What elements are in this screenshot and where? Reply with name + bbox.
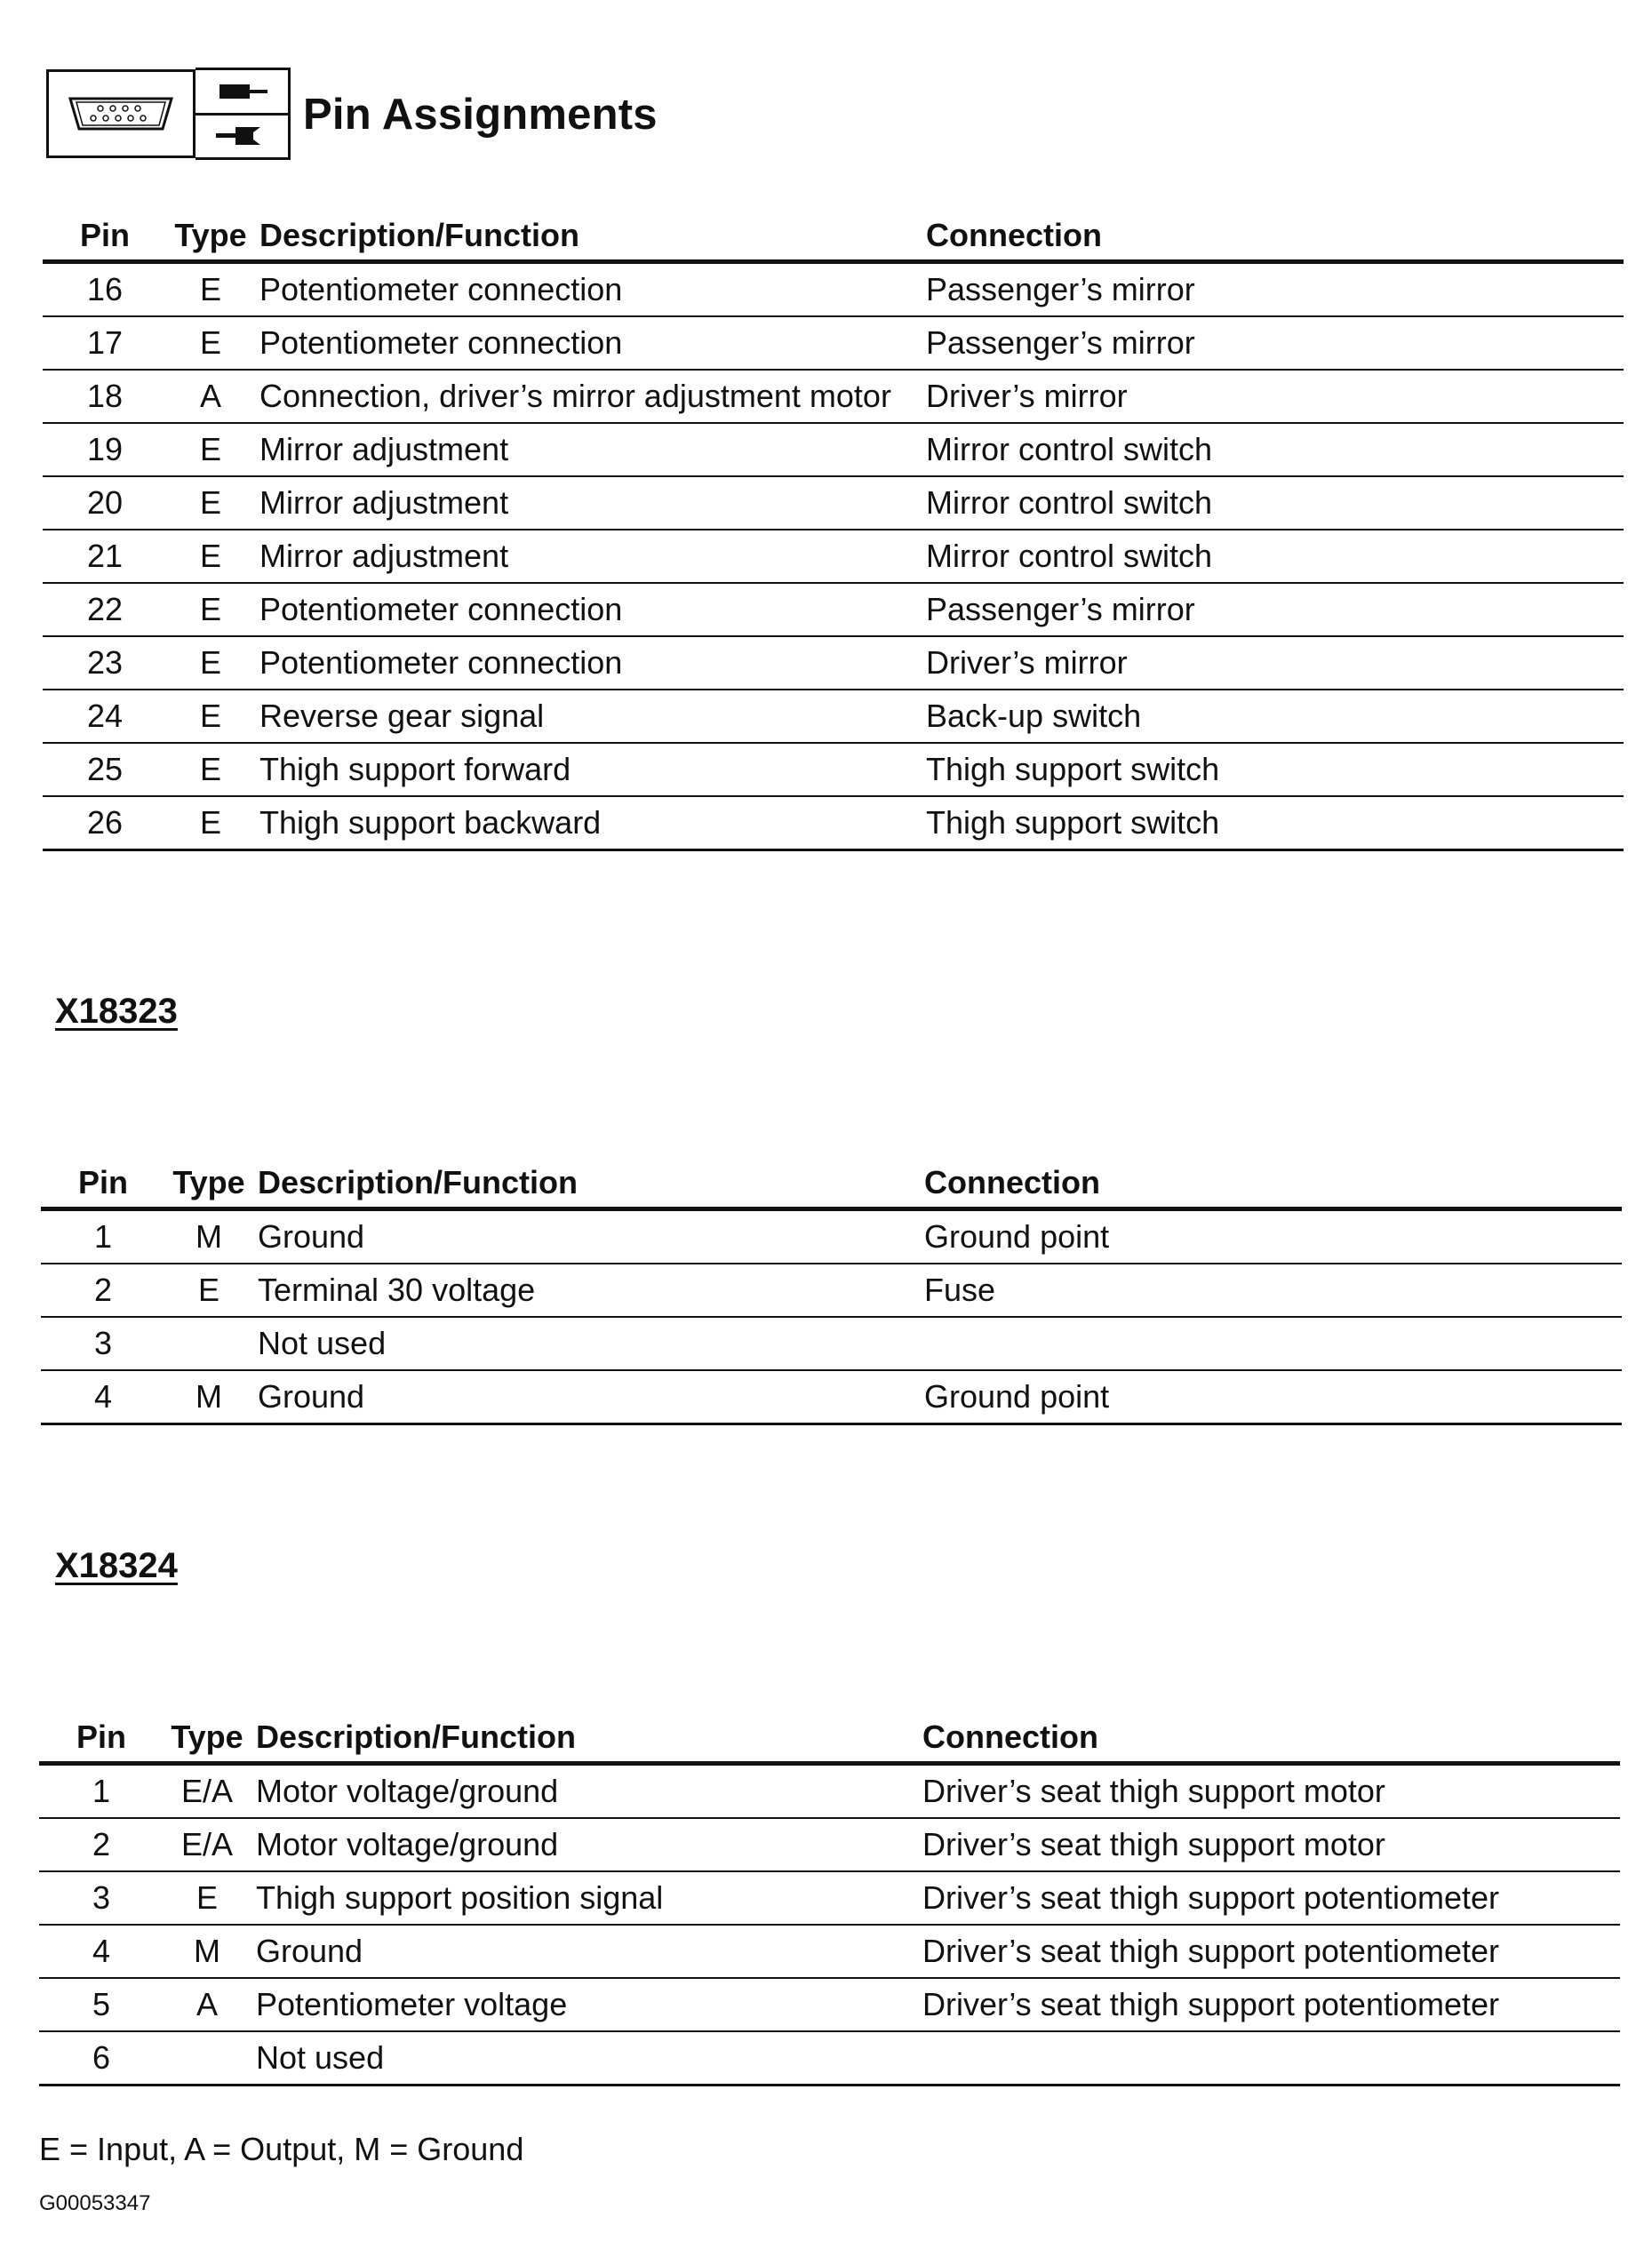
- connection-cell: Driver’s mirror: [922, 370, 1624, 423]
- type-cell: E: [167, 690, 254, 743]
- table-row: [43, 476, 1624, 530]
- description-cell: Potentiometer connection: [254, 583, 922, 636]
- table-row: [43, 316, 1624, 370]
- section-heading-x18323: X18323: [55, 992, 178, 1031]
- description-cell: Motor voltage/ground: [251, 1818, 919, 1871]
- pin-table-1: [43, 204, 1624, 851]
- connection-cell: Driver’s seat thigh support potentiometer: [919, 1871, 1620, 1925]
- pin-cell: 18: [43, 370, 167, 423]
- description-cell: Potentiometer voltage: [251, 1978, 919, 2031]
- description-cell: Mirror adjustment: [254, 476, 922, 530]
- table-row: [43, 423, 1624, 476]
- column-header-description: Description/Function: [254, 204, 922, 262]
- connection-cell: Driver’s seat thigh support potentiometer: [919, 1925, 1620, 1978]
- table-row: [43, 636, 1624, 690]
- description-cell: Potentiometer connection: [254, 316, 922, 370]
- column-header-type: Type: [165, 1152, 252, 1209]
- connection-cell: [921, 1317, 1622, 1370]
- table-row: [39, 1818, 1620, 1871]
- connection-cell: Ground point: [921, 1209, 1622, 1264]
- type-cell: E: [167, 262, 254, 317]
- description-cell: Connection, driver’s mirror adjustment motor: [254, 370, 922, 423]
- connection-cell: Driver’s seat thigh support potentiometer: [919, 1978, 1620, 2031]
- table-row: [43, 690, 1624, 743]
- description-cell: Not used: [252, 1317, 921, 1370]
- pin-cell: 25: [43, 743, 167, 796]
- connection-cell: Thigh support switch: [922, 796, 1624, 850]
- pin-cell: 5: [39, 1978, 164, 2031]
- type-cell: M: [164, 1925, 251, 1978]
- table-row: [43, 743, 1624, 796]
- pin-table-x18323: [41, 1152, 1622, 1425]
- pin-cell: 1: [41, 1209, 165, 1264]
- table-row: [41, 1317, 1622, 1370]
- table-row: [43, 370, 1624, 423]
- type-cell: E: [167, 530, 254, 583]
- connector-icon: [46, 69, 196, 158]
- description-cell: Potentiometer connection: [254, 636, 922, 690]
- pin-cell: 22: [43, 583, 167, 636]
- type-cell: [164, 2031, 251, 2086]
- connection-cell: Mirror control switch: [922, 476, 1624, 530]
- connection-cell: Mirror control switch: [922, 423, 1624, 476]
- pin-cell: 17: [43, 316, 167, 370]
- column-header-connection: Connection: [919, 1706, 1620, 1764]
- description-cell: Ground: [252, 1370, 921, 1424]
- table-row: [39, 2031, 1620, 2086]
- type-cell: A: [167, 370, 254, 423]
- type-cell: E: [167, 316, 254, 370]
- pin-cell: 26: [43, 796, 167, 850]
- connection-cell: Fuse: [921, 1264, 1622, 1317]
- type-cell: E/A: [164, 1764, 251, 1819]
- connection-cell: Passenger’s mirror: [922, 316, 1624, 370]
- pin-cell: 2: [39, 1818, 164, 1871]
- pin-cell: 3: [39, 1871, 164, 1925]
- description-cell: Thigh support position signal: [251, 1871, 919, 1925]
- pin-cell: 23: [43, 636, 167, 690]
- table-row: [41, 1209, 1622, 1264]
- table-row: [43, 583, 1624, 636]
- type-cell: E: [167, 743, 254, 796]
- type-cell: E: [167, 476, 254, 530]
- table-row: [41, 1370, 1622, 1424]
- type-cell: M: [165, 1370, 252, 1424]
- connection-cell: Ground point: [921, 1370, 1622, 1424]
- type-cell: E/A: [164, 1818, 251, 1871]
- connection-cell: Driver’s seat thigh support motor: [919, 1764, 1620, 1819]
- table-row: [39, 1925, 1620, 1978]
- pin-cell: 4: [39, 1925, 164, 1978]
- table-row: [43, 262, 1624, 317]
- column-header-description: Description/Function: [252, 1152, 921, 1209]
- table-header-row: [39, 1706, 1620, 1764]
- description-cell: Mirror adjustment: [254, 423, 922, 476]
- pin-cell: 3: [41, 1317, 165, 1370]
- type-cell: E: [167, 583, 254, 636]
- column-header-pin: Pin: [39, 1706, 164, 1764]
- column-header-type: Type: [167, 204, 254, 262]
- type-cell: M: [165, 1209, 252, 1264]
- description-cell: Ground: [252, 1209, 921, 1264]
- pin-cell: 19: [43, 423, 167, 476]
- section-heading-x18324: X18324: [55, 1546, 178, 1585]
- connection-cell: Mirror control switch: [922, 530, 1624, 583]
- pin-cell: 4: [41, 1370, 165, 1424]
- table-row: [39, 1978, 1620, 2031]
- pin-cell: 20: [43, 476, 167, 530]
- pin-cell: 21: [43, 530, 167, 583]
- description-cell: Potentiometer connection: [254, 262, 922, 317]
- pin-cell: 1: [39, 1764, 164, 1819]
- type-cell: E: [167, 423, 254, 476]
- column-header-pin: Pin: [41, 1152, 165, 1209]
- type-cell: E: [167, 796, 254, 850]
- connection-cell: Passenger’s mirror: [922, 583, 1624, 636]
- table-row: [43, 796, 1624, 850]
- pin-cell: 24: [43, 690, 167, 743]
- page-title: Pin Assignments: [303, 90, 658, 139]
- description-cell: Reverse gear signal: [254, 690, 922, 743]
- type-cell: E: [167, 636, 254, 690]
- type-cell: A: [164, 1978, 251, 2031]
- type-cell: E: [165, 1264, 252, 1317]
- column-header-connection: Connection: [921, 1152, 1622, 1209]
- table-row: [43, 530, 1624, 583]
- connection-cell: Driver’s seat thigh support motor: [919, 1818, 1620, 1871]
- pin-cell: 16: [43, 262, 167, 317]
- column-header-connection: Connection: [922, 204, 1624, 262]
- description-cell: Motor voltage/ground: [251, 1764, 919, 1819]
- page-header: [46, 68, 658, 160]
- column-header-description: Description/Function: [251, 1706, 919, 1764]
- column-header-pin: Pin: [43, 204, 167, 262]
- connection-cell: Passenger’s mirror: [922, 262, 1624, 317]
- type-cell: E: [164, 1871, 251, 1925]
- table-row: [39, 1871, 1620, 1925]
- pin-cell: 2: [41, 1264, 165, 1317]
- plug-icon: [196, 70, 288, 113]
- description-cell: Thigh support forward: [254, 743, 922, 796]
- connection-cell: Thigh support switch: [922, 743, 1624, 796]
- table-header-row: [41, 1152, 1622, 1209]
- connection-cell: [919, 2031, 1620, 2086]
- description-cell: Ground: [251, 1925, 919, 1978]
- table-header-row: [43, 204, 1624, 262]
- connection-cell: Driver’s mirror: [922, 636, 1624, 690]
- type-cell: [165, 1317, 252, 1370]
- table-row: [41, 1264, 1622, 1317]
- description-cell: Not used: [251, 2031, 919, 2086]
- table-row: [39, 1764, 1620, 1819]
- description-cell: Thigh support backward: [254, 796, 922, 850]
- column-header-type: Type: [164, 1706, 251, 1764]
- connector-type-box: [196, 68, 291, 160]
- type-legend: E = Input, A = Output, M = Ground: [39, 2131, 524, 2167]
- pin-table-x18324: [39, 1706, 1620, 2086]
- connection-cell: Back-up switch: [922, 690, 1624, 743]
- pin-cell: 6: [39, 2031, 164, 2086]
- description-cell: Terminal 30 voltage: [252, 1264, 921, 1317]
- description-cell: Mirror adjustment: [254, 530, 922, 583]
- socket-icon: [196, 113, 288, 158]
- figure-id: G00053347: [39, 2191, 151, 2215]
